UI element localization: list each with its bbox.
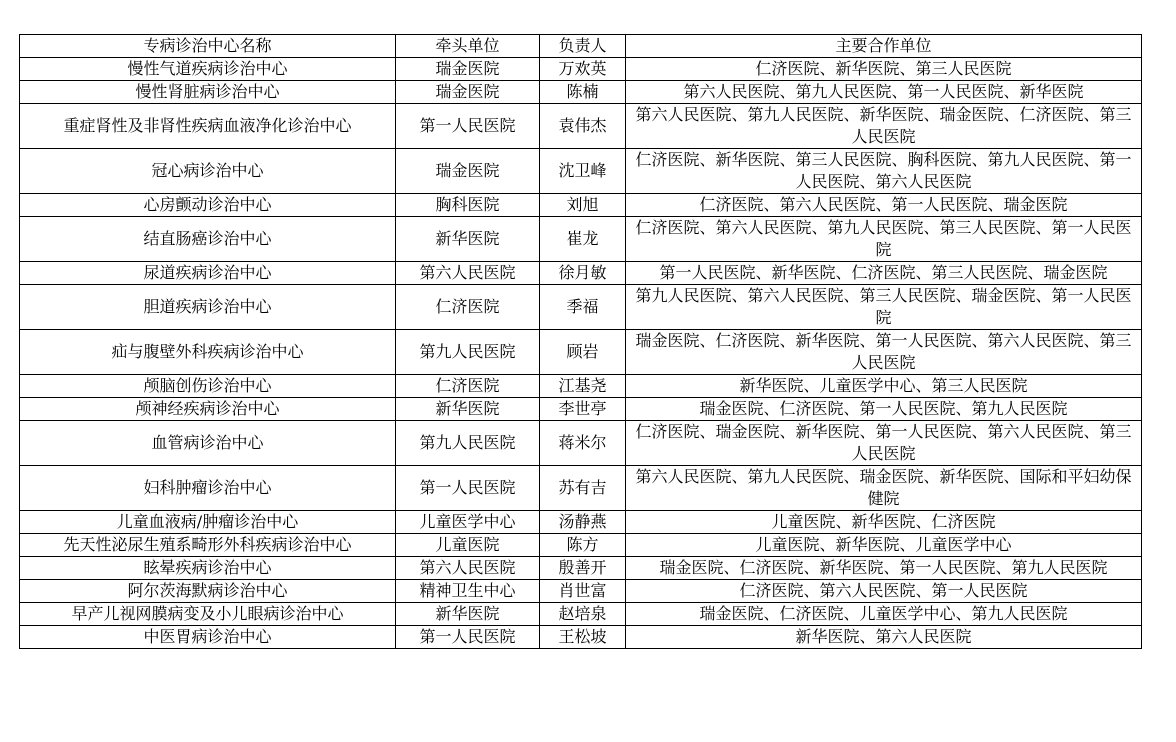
cell-person-in-charge: 袁伟杰	[540, 104, 626, 149]
cell-center-name: 阿尔茨海默病诊治中心	[20, 580, 396, 603]
header-person-in-charge: 负责人	[540, 35, 626, 58]
cell-lead-unit: 第一人民医院	[396, 466, 540, 511]
cell-partner-units: 瑞金医院、仁济医院、新华医院、第一人民医院、第六人民医院、第三人民医院	[626, 330, 1142, 375]
cell-center-name: 颅脑创伤诊治中心	[20, 375, 396, 398]
cell-person-in-charge: 殷善开	[540, 557, 626, 580]
cell-partner-units: 新华医院、儿童医学中心、第三人民医院	[626, 375, 1142, 398]
table-row	[20, 81, 1142, 104]
cell-partner-units: 瑞金医院、仁济医院、新华医院、第一人民医院、第九人民医院	[626, 557, 1142, 580]
cell-center-name: 血管病诊治中心	[20, 421, 396, 466]
cell-partner-units: 第六人民医院、第九人民医院、瑞金医院、新华医院、国际和平妇幼保健院	[626, 466, 1142, 511]
cell-lead-unit: 第九人民医院	[396, 421, 540, 466]
cell-person-in-charge: 江基尧	[540, 375, 626, 398]
cell-center-name: 颅神经疾病诊治中心	[20, 398, 396, 421]
table-row	[20, 375, 1142, 398]
cell-center-name: 先天性泌尿生殖系畸形外科疾病诊治中心	[20, 534, 396, 557]
header-partner-units: 主要合作单位	[626, 35, 1142, 58]
cell-center-name: 中医胃病诊治中心	[20, 626, 396, 649]
cell-lead-unit: 仁济医院	[396, 375, 540, 398]
cell-partner-units: 仁济医院、瑞金医院、新华医院、第一人民医院、第六人民医院、第三人民医院	[626, 421, 1142, 466]
table-row	[20, 149, 1142, 194]
cell-center-name: 慢性肾脏病诊治中心	[20, 81, 396, 104]
cell-center-name: 儿童血液病/肿瘤诊治中心	[20, 511, 396, 534]
table-row	[20, 580, 1142, 603]
cell-lead-unit: 新华医院	[396, 217, 540, 262]
cell-person-in-charge: 顾岩	[540, 330, 626, 375]
cell-lead-unit: 瑞金医院	[396, 149, 540, 194]
cell-person-in-charge: 汤静燕	[540, 511, 626, 534]
cell-center-name: 早产儿视网膜病变及小儿眼病诊治中心	[20, 603, 396, 626]
table-row	[20, 534, 1142, 557]
table-row	[20, 58, 1142, 81]
header-center-name: 专病诊治中心名称	[20, 35, 396, 58]
cell-person-in-charge: 季福	[540, 285, 626, 330]
cell-center-name: 心房颤动诊治中心	[20, 194, 396, 217]
cell-center-name: 尿道疾病诊治中心	[20, 262, 396, 285]
cell-lead-unit: 第六人民医院	[396, 262, 540, 285]
cell-center-name: 冠心病诊治中心	[20, 149, 396, 194]
cell-partner-units: 仁济医院、新华医院、第三人民医院	[626, 58, 1142, 81]
table-row	[20, 557, 1142, 580]
cell-person-in-charge: 李世亭	[540, 398, 626, 421]
cell-lead-unit: 儿童医院	[396, 534, 540, 557]
cell-person-in-charge: 肖世富	[540, 580, 626, 603]
table-row	[20, 194, 1142, 217]
cell-partner-units: 瑞金医院、仁济医院、第一人民医院、第九人民医院	[626, 398, 1142, 421]
cell-partner-units: 儿童医院、新华医院、儿童医学中心	[626, 534, 1142, 557]
cell-partner-units: 第六人民医院、第九人民医院、第一人民医院、新华医院	[626, 81, 1142, 104]
table-header-row	[20, 35, 1142, 58]
cell-person-in-charge: 陈方	[540, 534, 626, 557]
cell-partner-units: 第一人民医院、新华医院、仁济医院、第三人民医院、瑞金医院	[626, 262, 1142, 285]
table-row	[20, 330, 1142, 375]
header-lead-unit: 牵头单位	[396, 35, 540, 58]
cell-person-in-charge: 崔龙	[540, 217, 626, 262]
cell-partner-units: 新华医院、第六人民医院	[626, 626, 1142, 649]
cell-center-name: 结直肠癌诊治中心	[20, 217, 396, 262]
cell-partner-units: 第六人民医院、第九人民医院、新华医院、瑞金医院、仁济医院、第三人民医院	[626, 104, 1142, 149]
table-row	[20, 603, 1142, 626]
cell-lead-unit: 第一人民医院	[396, 104, 540, 149]
table-row	[20, 262, 1142, 285]
cell-lead-unit: 新华医院	[396, 398, 540, 421]
cell-person-in-charge: 刘旭	[540, 194, 626, 217]
cell-center-name: 妇科肿瘤诊治中心	[20, 466, 396, 511]
table-row	[20, 421, 1142, 466]
cell-center-name: 疝与腹壁外科疾病诊治中心	[20, 330, 396, 375]
cell-lead-unit: 第一人民医院	[396, 626, 540, 649]
cell-center-name: 眩晕疾病诊治中心	[20, 557, 396, 580]
cell-person-in-charge: 赵培泉	[540, 603, 626, 626]
table-row	[20, 466, 1142, 511]
cell-center-name: 慢性气道疾病诊治中心	[20, 58, 396, 81]
cell-person-in-charge: 王松坡	[540, 626, 626, 649]
cell-partner-units: 仁济医院、第六人民医院、第一人民医院、瑞金医院	[626, 194, 1142, 217]
cell-partner-units: 第九人民医院、第六人民医院、第三人民医院、瑞金医院、第一人民医院	[626, 285, 1142, 330]
cell-partner-units: 仁济医院、第六人民医院、第一人民医院	[626, 580, 1142, 603]
cell-person-in-charge: 万欢英	[540, 58, 626, 81]
table-body	[20, 58, 1142, 649]
table-row	[20, 398, 1142, 421]
cell-person-in-charge: 苏有吉	[540, 466, 626, 511]
cell-person-in-charge: 陈楠	[540, 81, 626, 104]
cell-lead-unit: 第九人民医院	[396, 330, 540, 375]
center-table	[19, 34, 1142, 649]
cell-lead-unit: 儿童医学中心	[396, 511, 540, 534]
cell-partner-units: 仁济医院、新华医院、第三人民医院、胸科医院、第九人民医院、第一人民医院、第六人民医院	[626, 149, 1142, 194]
cell-lead-unit: 精神卫生中心	[396, 580, 540, 603]
cell-center-name: 胆道疾病诊治中心	[20, 285, 396, 330]
cell-lead-unit: 胸科医院	[396, 194, 540, 217]
cell-lead-unit: 新华医院	[396, 603, 540, 626]
table-row	[20, 217, 1142, 262]
table-row	[20, 285, 1142, 330]
cell-person-in-charge: 徐月敏	[540, 262, 626, 285]
table-row	[20, 104, 1142, 149]
cell-lead-unit: 瑞金医院	[396, 81, 540, 104]
cell-partner-units: 仁济医院、第六人民医院、第九人民医院、第三人民医院、第一人民医院	[626, 217, 1142, 262]
cell-partner-units: 瑞金医院、仁济医院、儿童医学中心、第九人民医院	[626, 603, 1142, 626]
cell-center-name: 重症肾性及非肾性疾病血液净化诊治中心	[20, 104, 396, 149]
cell-lead-unit: 第六人民医院	[396, 557, 540, 580]
cell-person-in-charge: 沈卫峰	[540, 149, 626, 194]
table-row	[20, 511, 1142, 534]
cell-lead-unit: 瑞金医院	[396, 58, 540, 81]
cell-partner-units: 儿童医院、新华医院、仁济医院	[626, 511, 1142, 534]
table-row	[20, 626, 1142, 649]
cell-person-in-charge: 蒋米尔	[540, 421, 626, 466]
cell-lead-unit: 仁济医院	[396, 285, 540, 330]
